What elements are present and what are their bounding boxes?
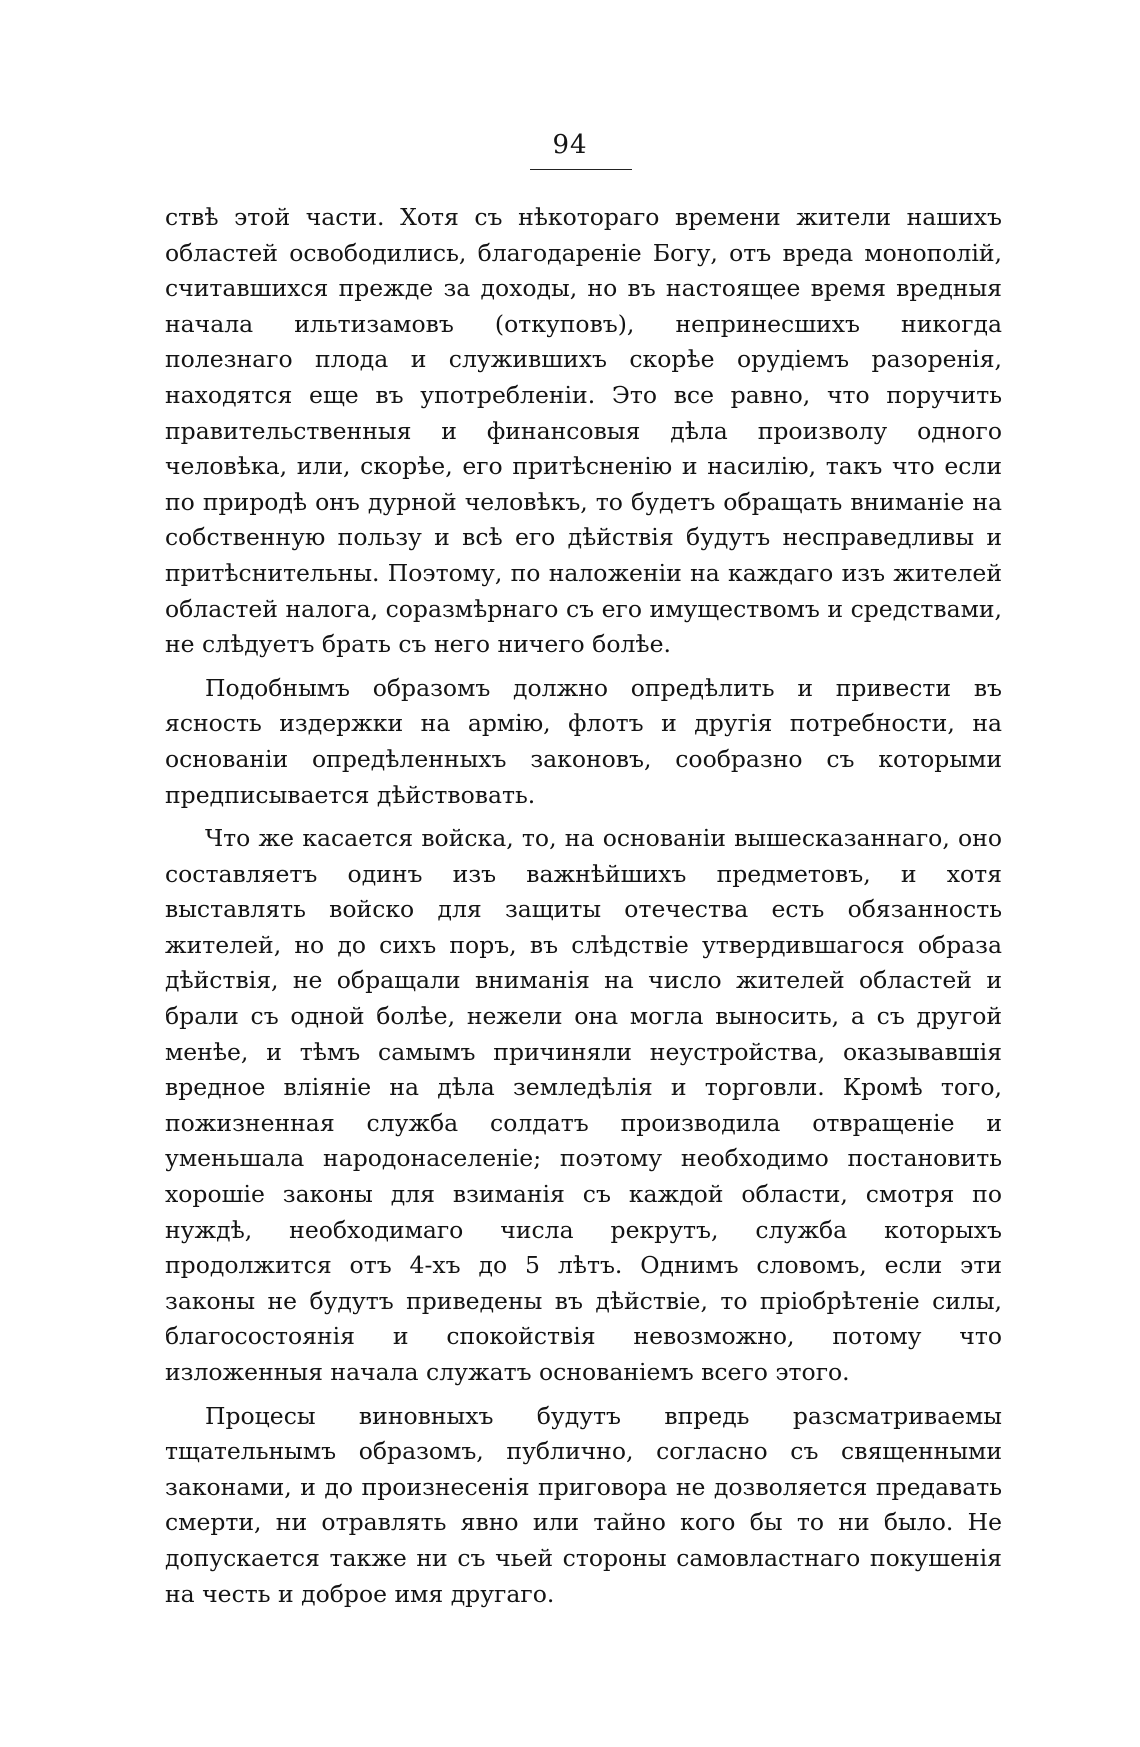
page-number-rule — [530, 169, 632, 170]
paragraph-1: ствѣ этой части. Хотя съ нѣкотораго времени жители нашихъ областей освободились, благодареніе Богу, отъ вреда монополій, считавшихся прежде за доходы, но въ настоящее время вредныя начала ильтизамовъ (откуповъ), непринесшихъ никогда полезнаго плода и служившихъ скорѣе орудіемъ разоренія, находятся еще въ употребленіи. Это все равно, что поручить правительственныя и финансовыя дѣла произволу одного человѣка, или, скорѣе, его притѣсненію и насилію, такъ что если по природѣ онъ дурной человѣкъ, то будетъ обращать вниманіе на собственную пользу и всѣ его дѣйствія будутъ несправедливы и притѣснительны. Поэтому, по наложеніи на каждаго изъ жителей областей налога, соразмѣрнаго съ его имуществомъ и средствами, не слѣдуетъ брать съ него ничего болѣе. — [165, 203, 1002, 659]
paragraph-3: Что же касается войска, то, на основаніи вышесказаннаго, оно составляетъ одинъ изъ важнѣйшихъ предметовъ, и хотя выставлять войско для защиты отечества есть обязанность жителей, но до сихъ поръ, въ слѣдствіе утвердившагося образа дѣйствія, не обращали вниманія на число жителей областей и брали съ одной болѣе, нежели она могла выносить, а съ другой менѣе, и тѣмъ самымъ причиняли неустройства, оказывавшія вредное вліяніе на дѣла земледѣлія и торговли. Кромѣ того, пожизненная служба солдатъ производила отвращеніе и уменьшала народонаселеніе; поэтому необходимо постановить хорошіе законы для взиманія съ каждой области, смотря по нуждѣ, необходимаго числа рекрутъ, служба которыхъ продолжится отъ 4-хъ до 5 лѣтъ. Однимъ словомъ, если эти законы не будутъ приведены въ дѣйствіе, то пріобрѣтеніе силы, благосостоянія и спокойствія невозможно, потому что изложенныя начала служатъ основаніемъ всего этого. — [165, 824, 1002, 1386]
body-text — [165, 200, 1002, 1612]
paragraph-4: Процесы виновныхъ будутъ впредь разсматриваемы тщательнымъ образомъ, публично, согласно съ священными законами, и до произнесенія приговора не дозволяется предавать смерти, ни отравлять явно или тайно кого бы то ни было. Не допускается также ни съ чьей стороны самовластнаго покушенія на честь и доброе имя другаго. — [165, 1401, 1002, 1608]
paragraph-2: Подобнымъ образомъ должно опредѣлить и привести въ ясность издержки на армію, флотъ и другія потребности, на основаніи опредѣленныхъ законовъ, сообразно съ которыми предписывается дѣйствовать. — [165, 673, 1002, 809]
page-number: 94 — [552, 130, 588, 160]
